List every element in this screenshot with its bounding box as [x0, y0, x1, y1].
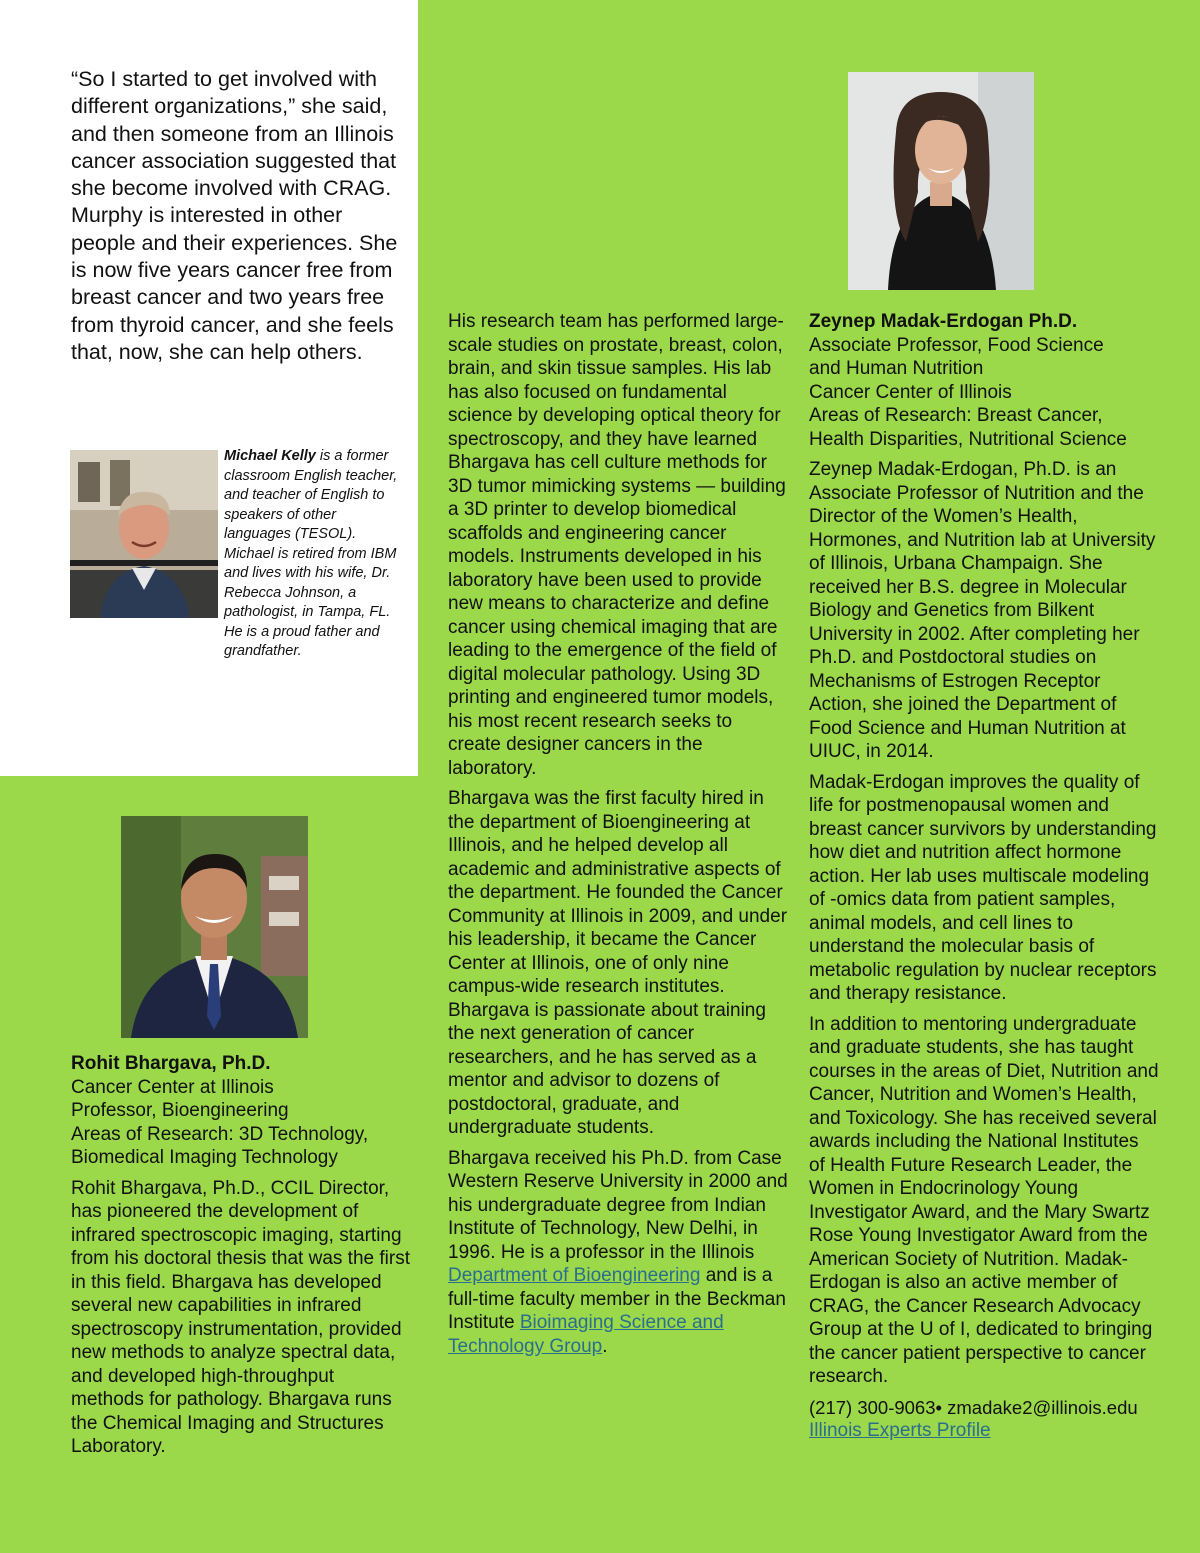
michael-kelly-photo — [70, 450, 218, 618]
zeynep-paragraph-2: Madak-Erdogan improves the quality of life for postmenopausal women and breast cancer survivors by understanding how diet and nutrition affect hormone action. Her lab uses multiscale modeling of -omics data from patient samples, animal models, and cell lines to understand the molecular basis of metabolic regulation by nuclear receptors and therapy resistance. — [809, 771, 1157, 1004]
zeynep-title-line: Areas of Research: Breast Cancer, — [809, 405, 1103, 426]
author-name: Michael Kelly — [224, 448, 316, 464]
bhargava-paragraph-2: His research team has performed large-scale studies on prostate, breast, colon, brain, and skin tissue samples. His lab has also focused on fundamental science by developing optical theory for spectroscopy, and they have learned Bhargava has cell culture methods for 3D tumor mimicking systems — building a 3D printer to develop biomedical scaffolds and engineering cancer models. Instruments developed in his laboratory have been used to provide new means to characterize and define cancer using chemical imaging that are leading to the emergence of the field of digital molecular pathology. Using 3D printing and engineered tumor models, his most recent research seeks to create designer cancers in the laboratory. — [448, 311, 786, 779]
bhargava-paragraph-3: Bhargava was the first faculty hired in the department of Bioengineering at Illinois, and he helped develop all academic and administrative aspects of the department. He founded the Cancer Community at Illinois in 2009, and under his leadership, it became the Cancer Center at Illinois, one of only nine campus-wide research institutes. Bhargava is passionate about training the next generation of cancer researchers, and he has served as a mentor and advisor to dozens of postdoctoral, graduate, and undergraduate students. — [448, 788, 788, 1138]
zeynep-contact: (217) 300-9063• zmadake2@illinois.edu — [809, 1396, 1138, 1418]
bhargava-paragraph-1: Rohit Bhargava, Ph.D., CCIL Director, has pioneered the development of infrared spectroscopic imaging, starting from his doctoral thesis that was the first in this field. Bhargava has developed several new capabilities in infrared spectroscopy instrumentation, provided new methods to analyze spectral data, and developed high-throughput methods for pathology. Bhargava runs the Chemical Imaging and Structures Laboratory. — [71, 1177, 410, 1457]
zeynep-title-line: and Human Nutrition — [809, 358, 984, 379]
murphy-quote: “So I started to get involved with different organizations,” she said, and then someone from an Illinois cancer association suggested that she become involved with CRAG. Murphy is interested in other people and their experiences. She is now five years cancer free from breast cancer and two years free from thyroid cancer, and she feels that, now, she can help others. — [71, 67, 398, 364]
zeynep-section — [809, 310, 1159, 1443]
zeynep-madak-erdogan-photo — [848, 72, 1034, 290]
bhargava-name: Rohit Bhargava, Ph.D. — [71, 1053, 271, 1074]
bhargava-title-line: Biomedical Imaging Technology — [71, 1147, 338, 1168]
bhargava-section — [71, 1052, 411, 1466]
zeynep-paragraph-1: Zeynep Madak-Erdogan, Ph.D. is an Associate Professor of Nutrition and the Director of the Women’s Health, Hormones, and Nutrition lab at University of Illinois, Urbana Champaign. She received her B.S. degree in Molecular Biology and Genetics from Bilkent University in 2002. After completing her Ph.D. and Postdoctoral studies on Mechanisms of Estrogen Receptor Action, she joined the Department of Food Science and Human Nutrition at UIUC, in 2014. — [809, 459, 1156, 762]
department-of-bioengineering-link[interactable]: Department of Bioengineering — [448, 1265, 701, 1286]
bioimaging-group-link[interactable]: Bioimaging Science and Technology Group — [448, 1312, 724, 1357]
bhargava-paragraph-4 — [448, 1147, 788, 1359]
zeynep-paragraph-3: In addition to mentoring undergraduate and graduate students, she has taught courses in the areas of Diet, Nutrition and Cancer, Nutrition and Women’s Health, and Toxicology. She has received several awards including the National Institutes of Health Future Research Leader, the Women in Endocrinology Young Investigator Award, and the Mary Swartz Rose Young Investigator Award from the American Society of Nutrition. Madak-Erdogan is also an active member of CRAG, the Cancer Research Advocacy Group at the U of I, dedicated to bringing the cancer patient perspective to cancer research. — [809, 1013, 1159, 1387]
bhargava-section-continued — [448, 310, 788, 1365]
bhargava-title-line: Areas of Research: 3D Technology, — [71, 1123, 369, 1145]
bhargava-paragraph-4-text: . — [602, 1335, 608, 1357]
zeynep-name: Zeynep Madak-Erdogan Ph.D. — [809, 311, 1078, 332]
author-bio — [224, 447, 404, 662]
zeynep-title-line: Cancer Center of Illinois — [809, 381, 1012, 403]
zeynep-title-line: Associate Professor, Food Science — [809, 334, 1104, 356]
bhargava-title-line: Cancer Center at Illinois — [71, 1076, 274, 1098]
zeynep-title-line: Health Disparities, Nutritional Science — [809, 428, 1127, 450]
author-bio-text: is a former classroom English teacher, and teacher of English to speakers of other languages (TESOL). Michael is retired from IBM and lives with his wife, Dr. Rebecca Johnson, a pathologist, in Tampa, FL. He is a proud father and grandfather. — [224, 448, 398, 659]
bhargava-paragraph-4-text: and is a full-time faculty member in the Beckman Institute — [448, 1265, 786, 1333]
bhargava-title-line: Professor, Bioengineering — [71, 1100, 289, 1121]
bhargava-paragraph-4-text: Bhargava received his Ph.D. from Case Western Reserve University in 2000 and his undergraduate degree from Indian Institute of Technology, New Delhi, in 1996. He is a professor in the Illinois — [448, 1147, 788, 1263]
rohit-bhargava-photo — [121, 816, 308, 1038]
illinois-experts-profile-link[interactable]: Illinois Experts Profile — [809, 1420, 991, 1441]
